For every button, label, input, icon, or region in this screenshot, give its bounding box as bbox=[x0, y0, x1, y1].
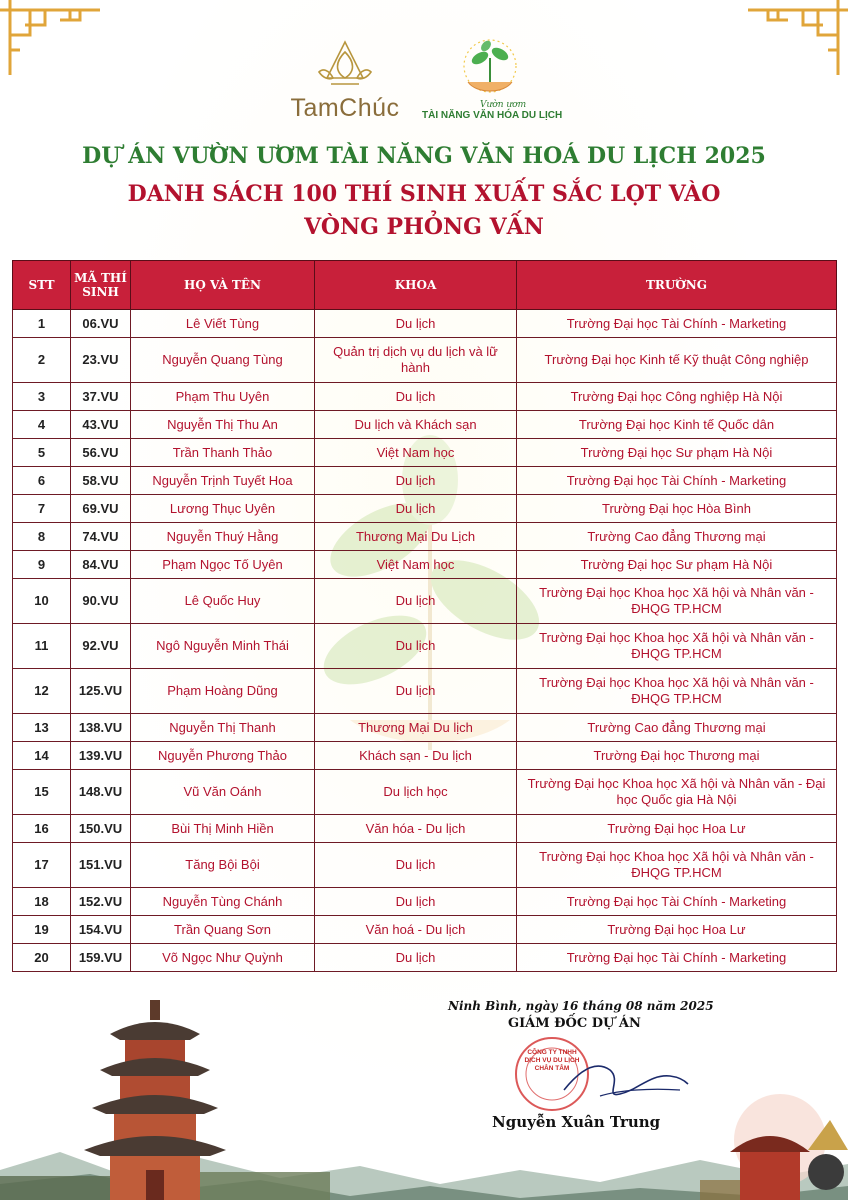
table-row bbox=[13, 815, 837, 843]
row-ma: 58.VU bbox=[71, 467, 131, 495]
row-name: Nguyễn Quang Tùng bbox=[131, 338, 315, 383]
row-ma: 148.VU bbox=[71, 770, 131, 815]
row-truong: Trường Đại học Hoa Lư bbox=[517, 815, 837, 843]
row-khoa: Thương Mại Du lịch bbox=[315, 714, 517, 742]
row-name: Nguyễn Thuý Hằng bbox=[131, 523, 315, 551]
candidate-table bbox=[12, 260, 837, 972]
row-truong: Trường Đại học Tài Chính - Marketing bbox=[517, 888, 837, 916]
header-truong: TRƯỜNG bbox=[517, 261, 837, 310]
row-stt: 19 bbox=[13, 916, 71, 944]
row-truong: Trường Đại học Khoa học Xã hội và Nhân văn - ĐHQG TP.HCM bbox=[517, 669, 837, 714]
table-header-row bbox=[13, 261, 837, 310]
corner-ornament-right-icon bbox=[738, 0, 848, 80]
row-truong: Trường Đại học Tài Chính - Marketing bbox=[517, 467, 837, 495]
signer-name: Nguyễn Xuân Trung bbox=[492, 1113, 661, 1131]
row-khoa: Du lịch bbox=[315, 944, 517, 972]
row-ma: 90.VU bbox=[71, 579, 131, 624]
signature-icon bbox=[560, 1040, 690, 1110]
row-truong: Trường Đại học Sư phạm Hà Nội bbox=[517, 439, 837, 467]
signer-role: GIÁM ĐỐC DỰ ÁN bbox=[508, 1016, 641, 1031]
row-stt: 6 bbox=[13, 467, 71, 495]
row-stt: 12 bbox=[13, 669, 71, 714]
row-name: Phạm Thu Uyên bbox=[131, 383, 315, 411]
table-row bbox=[13, 439, 837, 467]
row-name: Lê Viết Tùng bbox=[131, 310, 315, 338]
issue-date: Ninh Bình, ngày 16 tháng 08 năm 2025 bbox=[448, 999, 714, 1013]
row-khoa: Du lịch bbox=[315, 843, 517, 888]
row-truong: Trường Đại học Tài Chính - Marketing bbox=[517, 310, 837, 338]
row-khoa: Thương Mại Du Lịch bbox=[315, 523, 517, 551]
row-truong: Trường Đại học Khoa học Xã hội và Nhân văn - Đại học Quốc gia Hà Nội bbox=[517, 770, 837, 815]
row-truong: Trường Đại học Thương mại bbox=[517, 742, 837, 770]
row-khoa: Việt Nam học bbox=[315, 551, 517, 579]
vuon-uom-logo bbox=[420, 36, 580, 126]
row-khoa: Việt Nam học bbox=[315, 439, 517, 467]
row-name: Trần Quang Sơn bbox=[131, 916, 315, 944]
row-truong: Trường Cao đẳng Thương mại bbox=[517, 523, 837, 551]
row-ma: 56.VU bbox=[71, 439, 131, 467]
row-ma: 37.VU bbox=[71, 383, 131, 411]
row-truong: Trường Đại học Sư phạm Hà Nội bbox=[517, 551, 837, 579]
row-khoa: Du lịch bbox=[315, 579, 517, 624]
table-row bbox=[13, 467, 837, 495]
table-row bbox=[13, 770, 837, 815]
row-stt: 11 bbox=[13, 624, 71, 669]
row-ma: 159.VU bbox=[71, 944, 131, 972]
table-row bbox=[13, 944, 837, 972]
seedling-hands-icon bbox=[420, 36, 580, 106]
decor-right-illustration bbox=[700, 1080, 848, 1200]
row-name: Bùi Thị Minh Hiền bbox=[131, 815, 315, 843]
row-khoa: Du lịch bbox=[315, 888, 517, 916]
row-truong: Trường Đại học Kinh tế Kỹ thuật Công nghiệp bbox=[517, 338, 837, 383]
row-khoa: Du lịch bbox=[315, 310, 517, 338]
table-row bbox=[13, 579, 837, 624]
table-row bbox=[13, 624, 837, 669]
row-ma: 84.VU bbox=[71, 551, 131, 579]
tamchuc-logo bbox=[275, 38, 415, 128]
row-name: Phạm Ngọc Tố Uyên bbox=[131, 551, 315, 579]
row-khoa: Du lịch và Khách sạn bbox=[315, 411, 517, 439]
row-name: Tăng Bội Bội bbox=[131, 843, 315, 888]
row-ma: 43.VU bbox=[71, 411, 131, 439]
table-row bbox=[13, 714, 837, 742]
list-title-line2: VÒNG PHỎNG VẤN bbox=[304, 214, 544, 240]
row-stt: 5 bbox=[13, 439, 71, 467]
table-row bbox=[13, 383, 837, 411]
row-truong: Trường Đại học Hoa Lư bbox=[517, 916, 837, 944]
row-name: Nguyễn Thị Thu An bbox=[131, 411, 315, 439]
row-stt: 1 bbox=[13, 310, 71, 338]
row-truong: Trường Cao đẳng Thương mại bbox=[517, 714, 837, 742]
header-ma-thi-sinh: MÃ THÍ SINH bbox=[71, 261, 131, 310]
table-row bbox=[13, 523, 837, 551]
row-khoa: Du lịch bbox=[315, 467, 517, 495]
row-khoa: Khách sạn - Du lịch bbox=[315, 742, 517, 770]
row-khoa: Văn hoá - Du lịch bbox=[315, 916, 517, 944]
row-ma: 139.VU bbox=[71, 742, 131, 770]
row-khoa: Du lịch bbox=[315, 383, 517, 411]
corner-ornament-left-icon bbox=[0, 0, 110, 80]
row-ma: 74.VU bbox=[71, 523, 131, 551]
row-truong: Trường Đại học Khoa học Xã hội và Nhân văn - ĐHQG TP.HCM bbox=[517, 579, 837, 624]
row-khoa: Du lịch bbox=[315, 669, 517, 714]
stamp-text: CÔNG TY TNHH DỊCH VỤ DU LỊCH CHÂN TÂM bbox=[524, 1049, 580, 1072]
row-name: Trần Thanh Thảo bbox=[131, 439, 315, 467]
row-khoa: Du lịch bbox=[315, 624, 517, 669]
pagoda-illustration bbox=[0, 990, 330, 1200]
row-khoa: Du lịch học bbox=[315, 770, 517, 815]
table-row bbox=[13, 310, 837, 338]
row-stt: 20 bbox=[13, 944, 71, 972]
row-stt: 2 bbox=[13, 338, 71, 383]
table-row bbox=[13, 916, 837, 944]
row-ma: 154.VU bbox=[71, 916, 131, 944]
row-ma: 151.VU bbox=[71, 843, 131, 888]
table-row bbox=[13, 843, 837, 888]
row-khoa: Quản trị dịch vụ du lịch và lữ hành bbox=[315, 338, 517, 383]
row-name: Nguyễn Tùng Chánh bbox=[131, 888, 315, 916]
table-row bbox=[13, 669, 837, 714]
row-ma: 150.VU bbox=[71, 815, 131, 843]
row-ma: 92.VU bbox=[71, 624, 131, 669]
row-truong: Trường Đại học Khoa học Xã hội và Nhân văn - ĐHQG TP.HCM bbox=[517, 843, 837, 888]
table-row bbox=[13, 411, 837, 439]
row-stt: 7 bbox=[13, 495, 71, 523]
row-name: Nguyễn Thị Thanh bbox=[131, 714, 315, 742]
header-ho-va-ten: HỌ VÀ TÊN bbox=[131, 261, 315, 310]
row-truong: Trường Đại học Tài Chính - Marketing bbox=[517, 944, 837, 972]
row-truong: Trường Đại học Hòa Bình bbox=[517, 495, 837, 523]
row-ma: 152.VU bbox=[71, 888, 131, 916]
table-row bbox=[13, 888, 837, 916]
vuon-uom-script-text: Vườn ươm bbox=[480, 100, 527, 110]
row-name: Phạm Hoàng Dũng bbox=[131, 669, 315, 714]
row-name: Vũ Văn Oánh bbox=[131, 770, 315, 815]
row-ma: 138.VU bbox=[71, 714, 131, 742]
table-row bbox=[13, 495, 837, 523]
row-stt: 9 bbox=[13, 551, 71, 579]
row-stt: 14 bbox=[13, 742, 71, 770]
row-name: Võ Ngọc Như Quỳnh bbox=[131, 944, 315, 972]
table-row bbox=[13, 742, 837, 770]
row-truong: Trường Đại học Khoa học Xã hội và Nhân văn - ĐHQG TP.HCM bbox=[517, 624, 837, 669]
tamchuc-brand-text: TamChúc bbox=[290, 94, 400, 122]
header-stt: STT bbox=[13, 261, 71, 310]
row-truong: Trường Đại học Kinh tế Quốc dân bbox=[517, 411, 837, 439]
list-title-line1: DANH SÁCH 100 THÍ SINH XUẤT SẮC LỌT VÀO bbox=[127, 181, 721, 207]
row-ma: 69.VU bbox=[71, 495, 131, 523]
lotus-icon bbox=[275, 38, 415, 94]
row-stt: 4 bbox=[13, 411, 71, 439]
row-stt: 18 bbox=[13, 888, 71, 916]
row-khoa: Du lịch bbox=[315, 495, 517, 523]
vuon-uom-tagline: TÀI NĂNG VĂN HÓA DU LỊCH bbox=[422, 110, 563, 121]
row-stt: 15 bbox=[13, 770, 71, 815]
row-stt: 8 bbox=[13, 523, 71, 551]
row-name: Lê Quốc Huy bbox=[131, 579, 315, 624]
row-ma: 23.VU bbox=[71, 338, 131, 383]
row-name: Lương Thục Uyên bbox=[131, 495, 315, 523]
row-name: Ngô Nguyễn Minh Thái bbox=[131, 624, 315, 669]
row-stt: 10 bbox=[13, 579, 71, 624]
row-name: Nguyễn Trịnh Tuyết Hoa bbox=[131, 467, 315, 495]
table-row bbox=[13, 338, 837, 383]
row-stt: 3 bbox=[13, 383, 71, 411]
row-ma: 125.VU bbox=[71, 669, 131, 714]
row-stt: 17 bbox=[13, 843, 71, 888]
row-name: Nguyễn Phương Thảo bbox=[131, 742, 315, 770]
row-ma: 06.VU bbox=[71, 310, 131, 338]
project-title: DỰ ÁN VƯỜN ƯƠM TÀI NĂNG VĂN HOÁ DU LỊCH 2025 bbox=[82, 143, 766, 169]
row-stt: 13 bbox=[13, 714, 71, 742]
row-truong: Trường Đại học Công nghiệp Hà Nội bbox=[517, 383, 837, 411]
table-row bbox=[13, 551, 837, 579]
header-khoa: KHOA bbox=[315, 261, 517, 310]
row-stt: 16 bbox=[13, 815, 71, 843]
row-khoa: Văn hóa - Du lịch bbox=[315, 815, 517, 843]
